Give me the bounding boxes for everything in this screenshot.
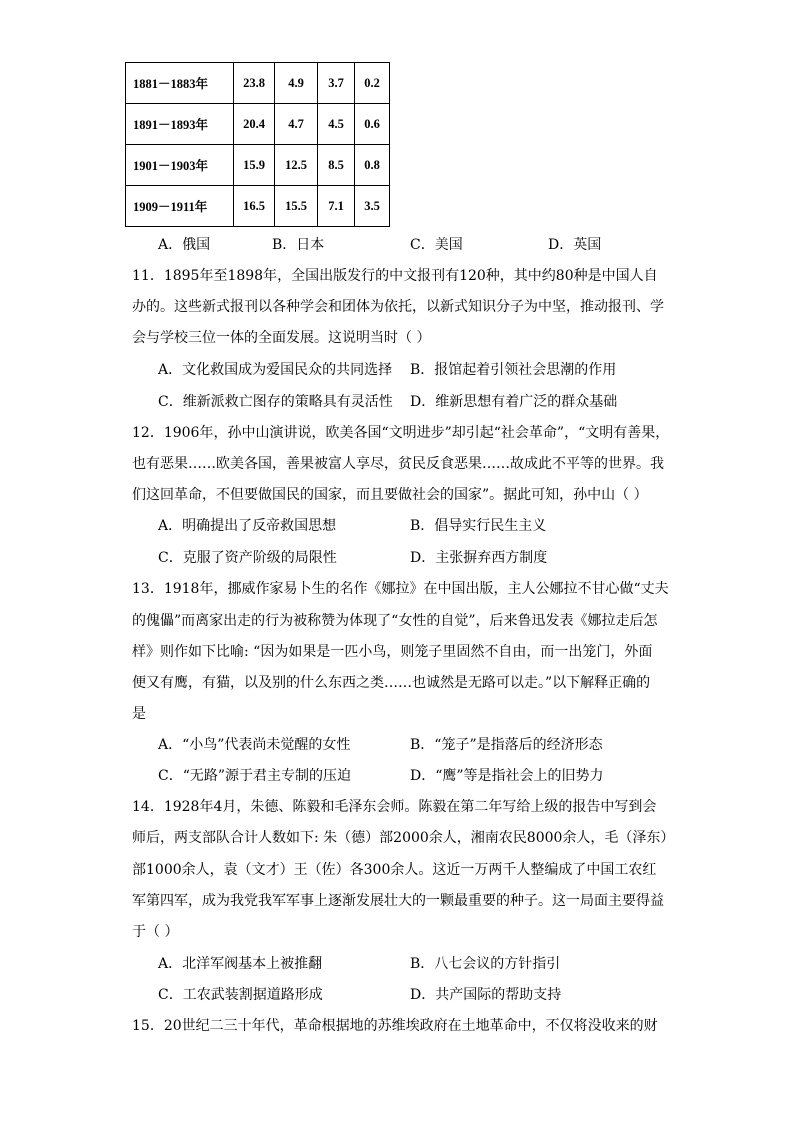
table-cell: 0.2 <box>355 63 390 104</box>
q15-stem-line: 15．20世纪二三十年代，革命根据地的苏维埃政府在土地革命中，不仅将没收来的财 <box>132 1018 658 1034</box>
q14-stem-line: 军第四军，成为我党我军军事上逐渐发展壮大的一颗最重要的种子。这一局面主要得益 <box>132 893 664 909</box>
table-cell: 1891－1893年 <box>126 104 234 145</box>
q12-option-d: D．主张摒弃西方制度 <box>410 550 548 566</box>
q13-stem-line: 13．1918年，挪威作家易卜生的名作《娜拉》在中国出版，主人公娜拉不甘心做“丈夫 <box>132 581 669 597</box>
table-cell: 4.5 <box>318 104 355 145</box>
q13-stem-line: 样》则作如下比喻: “因为如果是一匹小鸟，则笼子里固然不自由，而一出笼门，外面 <box>132 644 653 660</box>
q11-stem-line: 办的。这些新式报刊以各种学会和团体为依托，以新式知识分子为中坚，推动报刊、学 <box>132 299 664 315</box>
q10-option-d: D．英国 <box>548 237 602 253</box>
table-cell: 15.5 <box>275 186 318 227</box>
table-cell: 7.1 <box>318 186 355 227</box>
q13-option-a: A．“小鸟”代表尚未觉醒的女性 <box>158 737 351 753</box>
table-cell: 3.5 <box>355 186 390 227</box>
q11-option-c: C．维新派救亡图存的策略具有灵活性 <box>158 394 393 410</box>
q14-option-a: A．北洋军阀基本上被推翻 <box>158 956 323 972</box>
table-cell: 8.5 <box>318 145 355 186</box>
q11-option-d: D．维新思想有着广泛的群众基础 <box>410 394 618 410</box>
q11-option-b: B．报馆起着引领社会思潮的作用 <box>410 362 617 378</box>
q14-stem-line: 部1000余人，袁（文才）王（佐）各300余人。这近一万两千人整编成了中国工农红 <box>132 862 657 878</box>
table-cell: 4.7 <box>275 104 318 145</box>
q12-stem-line: 12．1906年，孙中山演讲说，欧美各国“文明进步”却引起“社会革命”，“文明有善果， <box>132 425 670 441</box>
table-cell: 12.5 <box>275 145 318 186</box>
q11-stem-line: 会与学校三位一体的全面发展。这说明当时（ ） <box>132 330 431 346</box>
q10-option-c: C．美国 <box>410 237 463 253</box>
table-cell: 20.4 <box>234 104 275 145</box>
q13-stem-line: 是 <box>132 706 146 722</box>
table-cell: 1901－1903年 <box>126 145 234 186</box>
q11-option-a: A．文化救国成为爱国民众的共同选择 <box>158 362 393 378</box>
q13-option-d: D．“鹰”等是指社会上的旧势力 <box>410 768 604 784</box>
q14-stem-line: 14．1928年4月，朱德、陈毅和毛泽东会师。陈毅在第二年写给上级的报告中写到会 <box>132 799 657 815</box>
q10-option-a: A．俄国 <box>158 237 211 253</box>
q14-option-b: B．八七会议的方针指引 <box>410 956 561 972</box>
table-cell: 3.7 <box>318 63 355 104</box>
table-cell: 23.8 <box>234 63 275 104</box>
table-row <box>126 63 390 104</box>
table-cell: 4.9 <box>275 63 318 104</box>
q14-stem-line: 于（ ） <box>132 924 179 940</box>
q12-stem-line: 们这回革命，不但要做国民的国家，而且要做社会的国家”。据此可知，孙中山（ ） <box>132 487 648 503</box>
table-row <box>126 104 390 145</box>
q11-stem-line: 11．1895年至1898年，全国出版发行的中文报刊有120种，其中约80种是中国人自 <box>132 268 658 284</box>
table-cell: 15.9 <box>234 145 275 186</box>
q12-stem-line: 也有恶果……欧美各国，善果被富人享尽，贫民反食恶果……故成此不平等的世界。我 <box>132 456 664 472</box>
q12-option-b: B．倡导实行民生主义 <box>410 518 547 534</box>
q13-stem-line: 便又有鹰，有猫，以及别的什么东西之类……也诚然是无路可以走。”以下解释正确的 <box>132 675 651 691</box>
table-row <box>126 145 390 186</box>
data-table <box>125 62 390 227</box>
q14-option-c: C．工农武装割据道路形成 <box>158 987 323 1003</box>
q10-option-b: B．日本 <box>272 237 325 253</box>
q13-option-b: B．“笼子”是指落后的经济形态 <box>410 737 603 753</box>
q12-option-c: C．克服了资产阶级的局限性 <box>158 550 337 566</box>
table-cell: 1881－1883年 <box>126 63 234 104</box>
table-cell: 0.8 <box>355 145 390 186</box>
table-row <box>126 186 390 227</box>
q14-stem-line: 师后，两支部队合计人数如下: 朱（德）部2000余人，湘南农民8000余人，毛（泽东） <box>132 830 675 846</box>
table-cell: 16.5 <box>234 186 275 227</box>
q13-option-c: C．“无路”源于君主专制的压迫 <box>158 768 352 784</box>
table-cell: 0.6 <box>355 104 390 145</box>
q14-option-d: D．共产国际的帮助支持 <box>410 987 562 1003</box>
table-cell: 1909－1911年 <box>126 186 234 227</box>
q13-stem-line: 的傀儡”而离家出走的行为被称赞为体现了“女性的自觉”，后来鲁迅发表《娜拉走后怎 <box>132 613 658 629</box>
q12-option-a: A．明确提出了反帝救国思想 <box>158 518 337 534</box>
